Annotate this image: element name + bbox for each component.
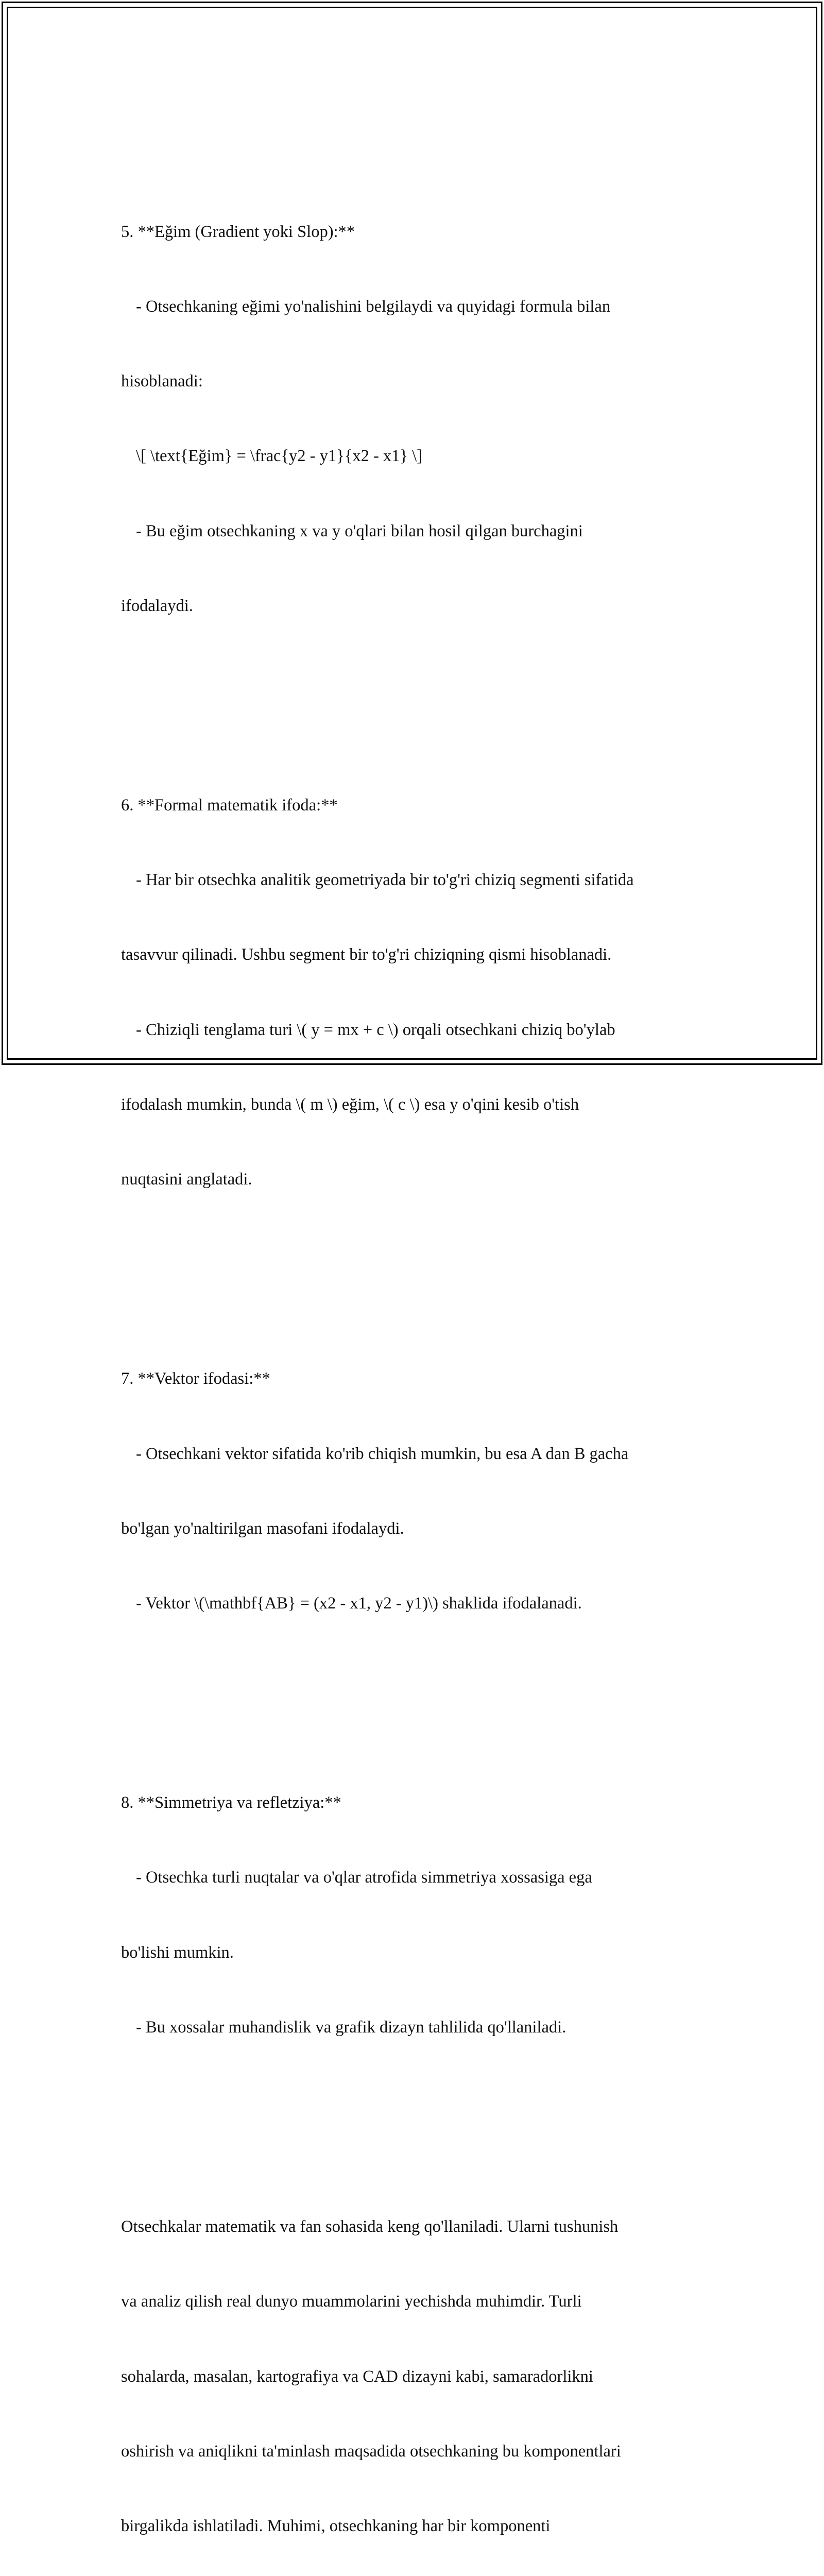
section-6-line-2: tasavvur qilinadi. Ushbu segment bir to'g'ri chiziqning qismi hisoblanadi. [121, 945, 612, 964]
section-8-line-2: bo'lishi mumkin. [121, 1943, 234, 1962]
section-5-line-1: - Otsechkaning eğimi yo'nalishini belgilaydi va quyidagi formula bilan [136, 297, 611, 316]
section-7-line-3: - Vektor \(\mathbf{AB} = (x2 - x1, y2 - y1)\) shaklida ifodalanadi. [136, 1594, 582, 1613]
section-5-formula: \[ \text{Eğim} = \frac{y2 - y1}{x2 - x1} \] [136, 447, 422, 466]
section-5-heading: 5. **Eğim (Gradient yoki Slop):** [121, 222, 355, 241]
spacer [121, 1666, 703, 1690]
spacer [121, 2090, 703, 2114]
section-5-line-5: ifodalaydi. [121, 596, 193, 615]
section-8-heading: 8. **Simmetriya va refletziya:** [121, 1793, 341, 1812]
section-7-line-1: - Otsechkani vektor sifatida ko'rib chiqish mumkin, bu esa A dan B gacha [136, 1444, 629, 1463]
section-7-line-2: bo'lgan yo'naltirilgan masofani ifodalaydi. [121, 1519, 404, 1538]
section-8-line-3: - Bu xossalar muhandislik va grafik dizayn tahlilida qo'llaniladi. [136, 2018, 566, 2037]
section-6-line-5: nuqtasini anglatadi. [121, 1170, 252, 1189]
spacer [121, 1242, 703, 1266]
section-5-line-4: - Bu eğim otsechkaning x va y o'qlari bilan hosil qilgan burchagini [136, 521, 583, 540]
conclusion-line-5: birgalikda ishlatiladi. Muhimi, otsechkaning har bir komponenti [121, 2516, 551, 2535]
section-6-heading: 6. **Formal matematik ifoda:** [121, 795, 338, 815]
section-6-line-1: - Har bir otsechka analitik geometriyada bir to'g'ri chiziq segmenti sifatida [136, 871, 634, 890]
conclusion-line-2: va analiz qilish real dunyo muammolarini yechishda muhimdir. Turli [121, 2292, 582, 2311]
conclusion-line-4: oshirish va aniqlikni ta'minlash maqsadida otsechkaning bu komponentlari [121, 2442, 621, 2461]
section-5-line-2: hisoblanadi: [121, 372, 203, 391]
section-6-line-3: - Chiziqli tenglama turi \( y = mx + c \) orqali otsechkani chiziq bo'ylab [136, 1020, 615, 1039]
conclusion-line-1: Otsechkalar matematik va fan sohasida keng qo'llaniladi. Ularni tushunish [121, 2217, 619, 2236]
section-6-line-4: ifodalash mumkin, bunda \( m \) eğim, \( c \) esa y o'qini kesib o'tish [121, 1095, 579, 1114]
document-body [121, 120, 703, 2576]
section-8-line-1: - Otsechka turli nuqtalar va o'qlar atrofida simmetriya xossasiga ega [136, 1868, 592, 1887]
spacer [121, 668, 703, 693]
section-7-heading: 7. **Vektor ifodasi:** [121, 1369, 270, 1388]
conclusion-line-3: sohalarda, masalan, kartografiya va CAD dizayni kabi, samaradorlikni [121, 2367, 593, 2386]
